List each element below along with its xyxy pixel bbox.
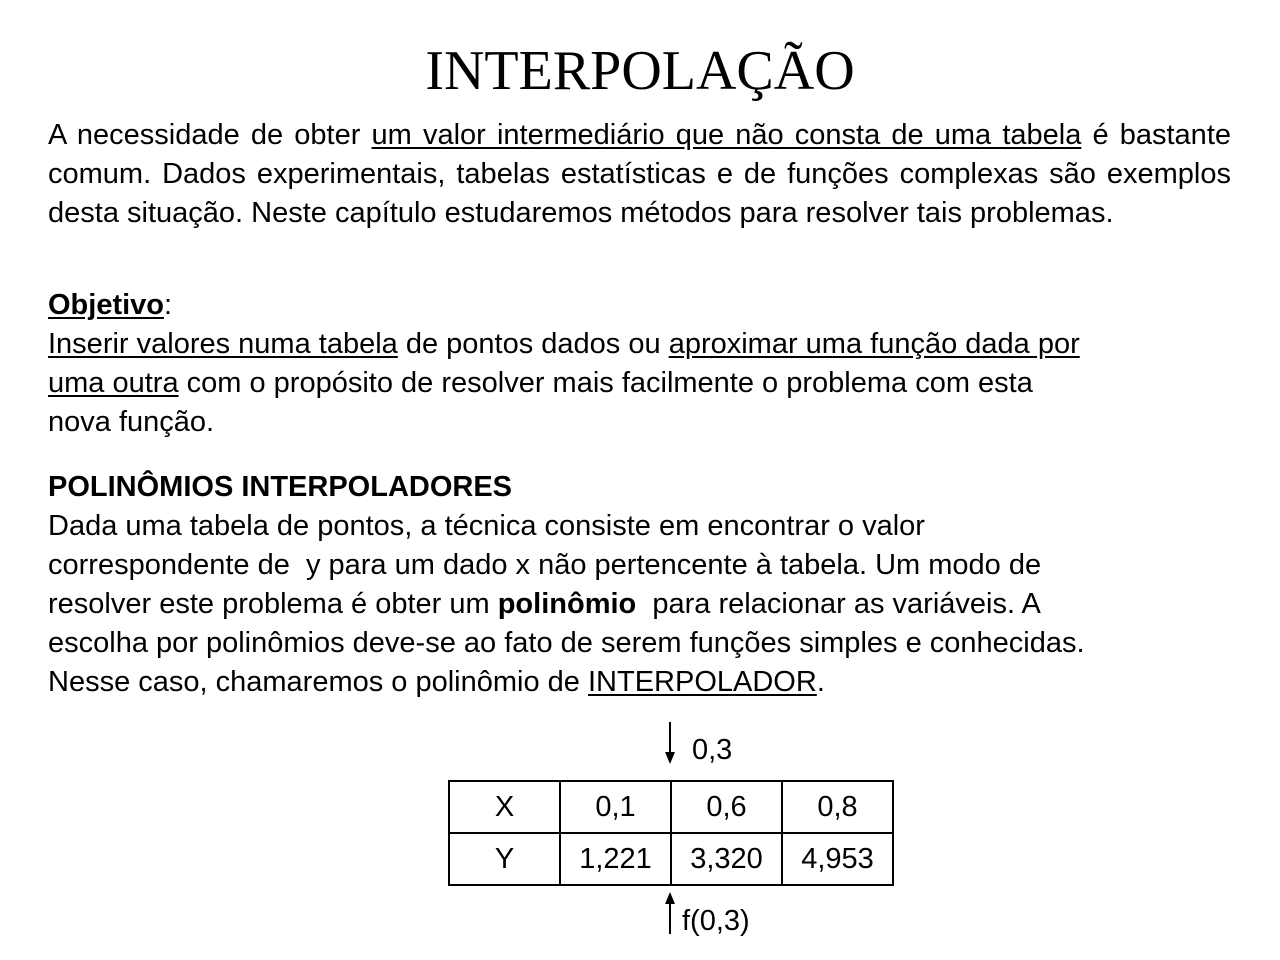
objective-underlined-2b: uma outra <box>48 367 179 399</box>
objective-heading-line <box>48 286 1231 325</box>
polynomials-section <box>48 468 1231 702</box>
polynomials-line-5a: Nesse caso, chamaremos o polinômio de <box>48 666 588 698</box>
objective-line-1 <box>48 325 1231 364</box>
intro-paragraph <box>48 116 1231 233</box>
polynomials-heading <box>48 468 1231 507</box>
table-cell: 4,953 <box>782 833 893 885</box>
intro-text-2: é bastante comum. Dados experimentais, tabelas estatísticas e de funções complexas são exemplos desta situação. Neste capítulo estudaremos métodos para resolver tais problemas. <box>48 119 1231 229</box>
output-value-label: f(0,3) <box>682 905 750 937</box>
objective-section <box>48 286 1231 442</box>
table-cell: 1,221 <box>560 833 671 885</box>
table-cell: Y <box>449 833 560 885</box>
polynomials-line-3 <box>48 585 1231 624</box>
table-cell: 0,6 <box>671 781 782 833</box>
arrow-up-icon <box>662 890 678 936</box>
objective-text-2a: com o propósito de resolver mais facilmente o problema com esta <box>178 367 1033 399</box>
table-cell: 0,8 <box>782 781 893 833</box>
table-row-y <box>449 833 893 885</box>
table-cell: 0,1 <box>560 781 671 833</box>
data-table <box>448 780 894 886</box>
polynomials-heading-text: POLINÔMIOS INTERPOLADORES <box>48 471 513 503</box>
intro-text-1: A necessidade de obter <box>48 119 372 151</box>
objective-underlined-1: Inserir valores numa tabela <box>48 328 398 360</box>
table-cell: 3,320 <box>671 833 782 885</box>
polynomials-line-5 <box>48 663 1231 702</box>
objective-underlined-2a: aproximar uma função dada por <box>668 328 1080 360</box>
objective-colon: : <box>164 289 173 321</box>
intro-underlined-text: um valor intermediário que não consta de uma tabela <box>371 119 1082 151</box>
objective-line-2 <box>48 364 1231 403</box>
page-title: INTERPOLAÇÃO <box>425 40 855 102</box>
table-cell: X <box>449 781 560 833</box>
polynomials-line-3b: para relacionar as variáveis. A <box>636 588 1041 620</box>
polynomials-line-5b: . <box>816 666 825 698</box>
polynomials-line-2: correspondente de y para um dado x não pertencente à tabela. Um modo de <box>48 549 1042 581</box>
arrow-down-icon <box>662 720 678 766</box>
objective-heading: Objetivo <box>48 289 165 321</box>
polynomials-line-3a: resolver este problema é obter um <box>48 588 498 620</box>
polynomials-bold-term: polinômio <box>497 588 637 620</box>
objective-text-1: de pontos dados ou <box>397 328 669 360</box>
polynomials-line-4: escolha por polinômios deve-se ao fato de serem funções simples e conhecidas. <box>48 627 1085 659</box>
interpolador-term: INTERPOLADOR <box>587 666 817 698</box>
objective-line-3: nova função. <box>48 406 215 438</box>
input-value-label: 0,3 <box>692 734 733 766</box>
table-row-x <box>449 781 893 833</box>
polynomials-line-1: Dada uma tabela de pontos, a técnica consiste em encontrar o valor <box>48 510 925 542</box>
